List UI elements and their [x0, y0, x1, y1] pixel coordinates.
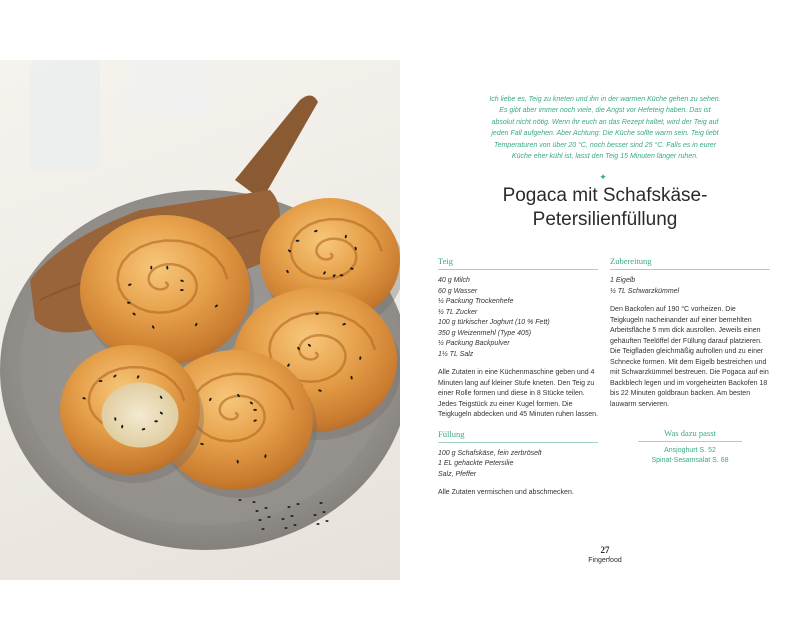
seed-shape — [267, 516, 270, 518]
page-number: 27 — [600, 545, 610, 555]
preparation-method: Den Backofen auf 190 °C vorheizen. Die Teigkugeln nacheinander auf einer bemehlten Arbeitsfläche 5 mm dick ausrollen. Jeweils einen gehäuften Teelöffel der Füllung darauf platzieren. Die Teigfladen gleichmäßig aufrollen und zu einer Schnecke formen. Mit dem Eigelb bestreichen und mit Schwarzkümmel bestreuen. Die Pogaca auf ein Backblech legen und im vorgeheizten Backofen 18 bis 22 Minuten goldbraun backen. Am besten lauwarm servieren. — [610, 306, 769, 408]
pairing-heading: Was dazu passt — [664, 428, 716, 438]
seed-shape — [258, 519, 261, 521]
preparation-heading: Zubereitung — [610, 256, 652, 266]
title-line-2: Petersilienfüllung — [532, 209, 678, 230]
pairing-item: Spinat-Sesamsalat S. 68 — [651, 457, 729, 464]
title-line-1: Pogaca mit Schafskäse- — [502, 185, 708, 206]
seed-shape — [293, 524, 296, 526]
seed-shape — [313, 514, 316, 516]
ingredient-item: 350 g Weizenmehl (Type 405) — [438, 329, 532, 337]
seed-shape — [255, 510, 258, 512]
preparation-column — [610, 256, 770, 410]
ingredient-item: ½ TL Schwarzkümmel — [610, 287, 680, 295]
seed-shape — [296, 503, 299, 505]
ingredient-item: ½ Packung Backpulver — [438, 340, 510, 347]
recipe-title — [460, 184, 750, 232]
divider — [438, 269, 598, 270]
glass-shape — [30, 60, 100, 170]
filling-heading: Füllung — [438, 428, 465, 439]
seed-shape — [261, 528, 264, 530]
ingredient-item: ½ TL Zucker — [438, 308, 478, 316]
intro-line: Temperaturen von über 20 °C, noch besser sind 25 °C. Falls es in eurer — [493, 141, 717, 149]
intro-line: Es gibt aber immer noch viele, die Angst vor Hefeteig haben. Das ist — [499, 107, 711, 115]
ingredient-item: Salz, Pfeffer — [438, 470, 477, 478]
seed-shape — [325, 520, 328, 522]
seed-shape — [264, 507, 267, 509]
filling-method: Alle Zutaten vermischen und abschmecken. — [438, 489, 574, 496]
ingredient-item: ½ Packung Trockenhefe — [438, 298, 514, 305]
pogaca-illustration — [0, 60, 400, 580]
intro-line: Ich liebe es, Teig zu kneten und ihn in der warmen Küche gehen zu sehen. — [489, 96, 721, 103]
recipe-photo — [0, 60, 400, 580]
pairing-box — [610, 428, 770, 466]
dough-heading: Teig — [438, 256, 453, 266]
ingredient-item: 100 g Schafskäse, fein zerbröselt — [438, 449, 542, 457]
sparkle-icon: ✦ — [599, 172, 607, 182]
intro-text — [470, 94, 740, 162]
glass-shape — [130, 60, 210, 115]
intro-line: absolut nicht nötig. Wenn ihr euch an das Rezept haltet, wird der Teig auf — [491, 118, 719, 126]
ingredient-item: 100 g türkischer Joghurt (10 % Fett) — [438, 319, 550, 326]
divider — [638, 441, 742, 442]
dough-and-filling-column — [438, 256, 598, 499]
divider — [438, 442, 598, 443]
section-name: Fingerfood — [588, 557, 622, 564]
ingredient-item: 60 g Wasser — [438, 287, 478, 295]
pairing-item: Ansjoghurt S. 52 — [664, 447, 716, 454]
ingredient-item: 1½ TL Salz — [438, 350, 474, 358]
ingredient-item: 40 g Milch — [438, 277, 470, 284]
dough-method: Alle Zutaten in eine Küchenmaschine geben und 4 Minuten lang auf kleiner Stufe kneten. Den Teig zu einer Rolle formen und diese in 8 Stücke teilen. Jedes Teigstück zu einer Kugel formen. Die Teigkugeln abdecken und 45 Minuten ruhen lassen. — [438, 369, 598, 418]
intro-line: jeden Fall aufgehen. Aber Achtung: Die Küche sollte warm sein. Teig liebt — [491, 130, 719, 138]
dough-ingredients — [438, 276, 598, 360]
seed-shape — [322, 511, 325, 513]
seed-shape — [238, 499, 241, 501]
seed-shape — [319, 502, 322, 504]
preparation-ingredients — [610, 276, 770, 297]
seed-shape — [281, 518, 284, 520]
ingredient-item: 1 Eigelb — [610, 277, 636, 284]
intro-line: Küche eher kühl ist, lasst den Teig 15 Minuten länger ruhen. — [511, 153, 699, 161]
seed-shape — [284, 527, 287, 529]
seed-shape — [252, 501, 255, 503]
seed-shape — [316, 523, 319, 525]
divider — [610, 269, 770, 270]
filling-ingredients — [438, 449, 598, 481]
seed-shape — [287, 506, 290, 508]
ingredient-item: 1 EL gehackte Petersilie — [438, 460, 514, 467]
page-footer — [560, 545, 650, 566]
seed-shape — [290, 515, 293, 517]
